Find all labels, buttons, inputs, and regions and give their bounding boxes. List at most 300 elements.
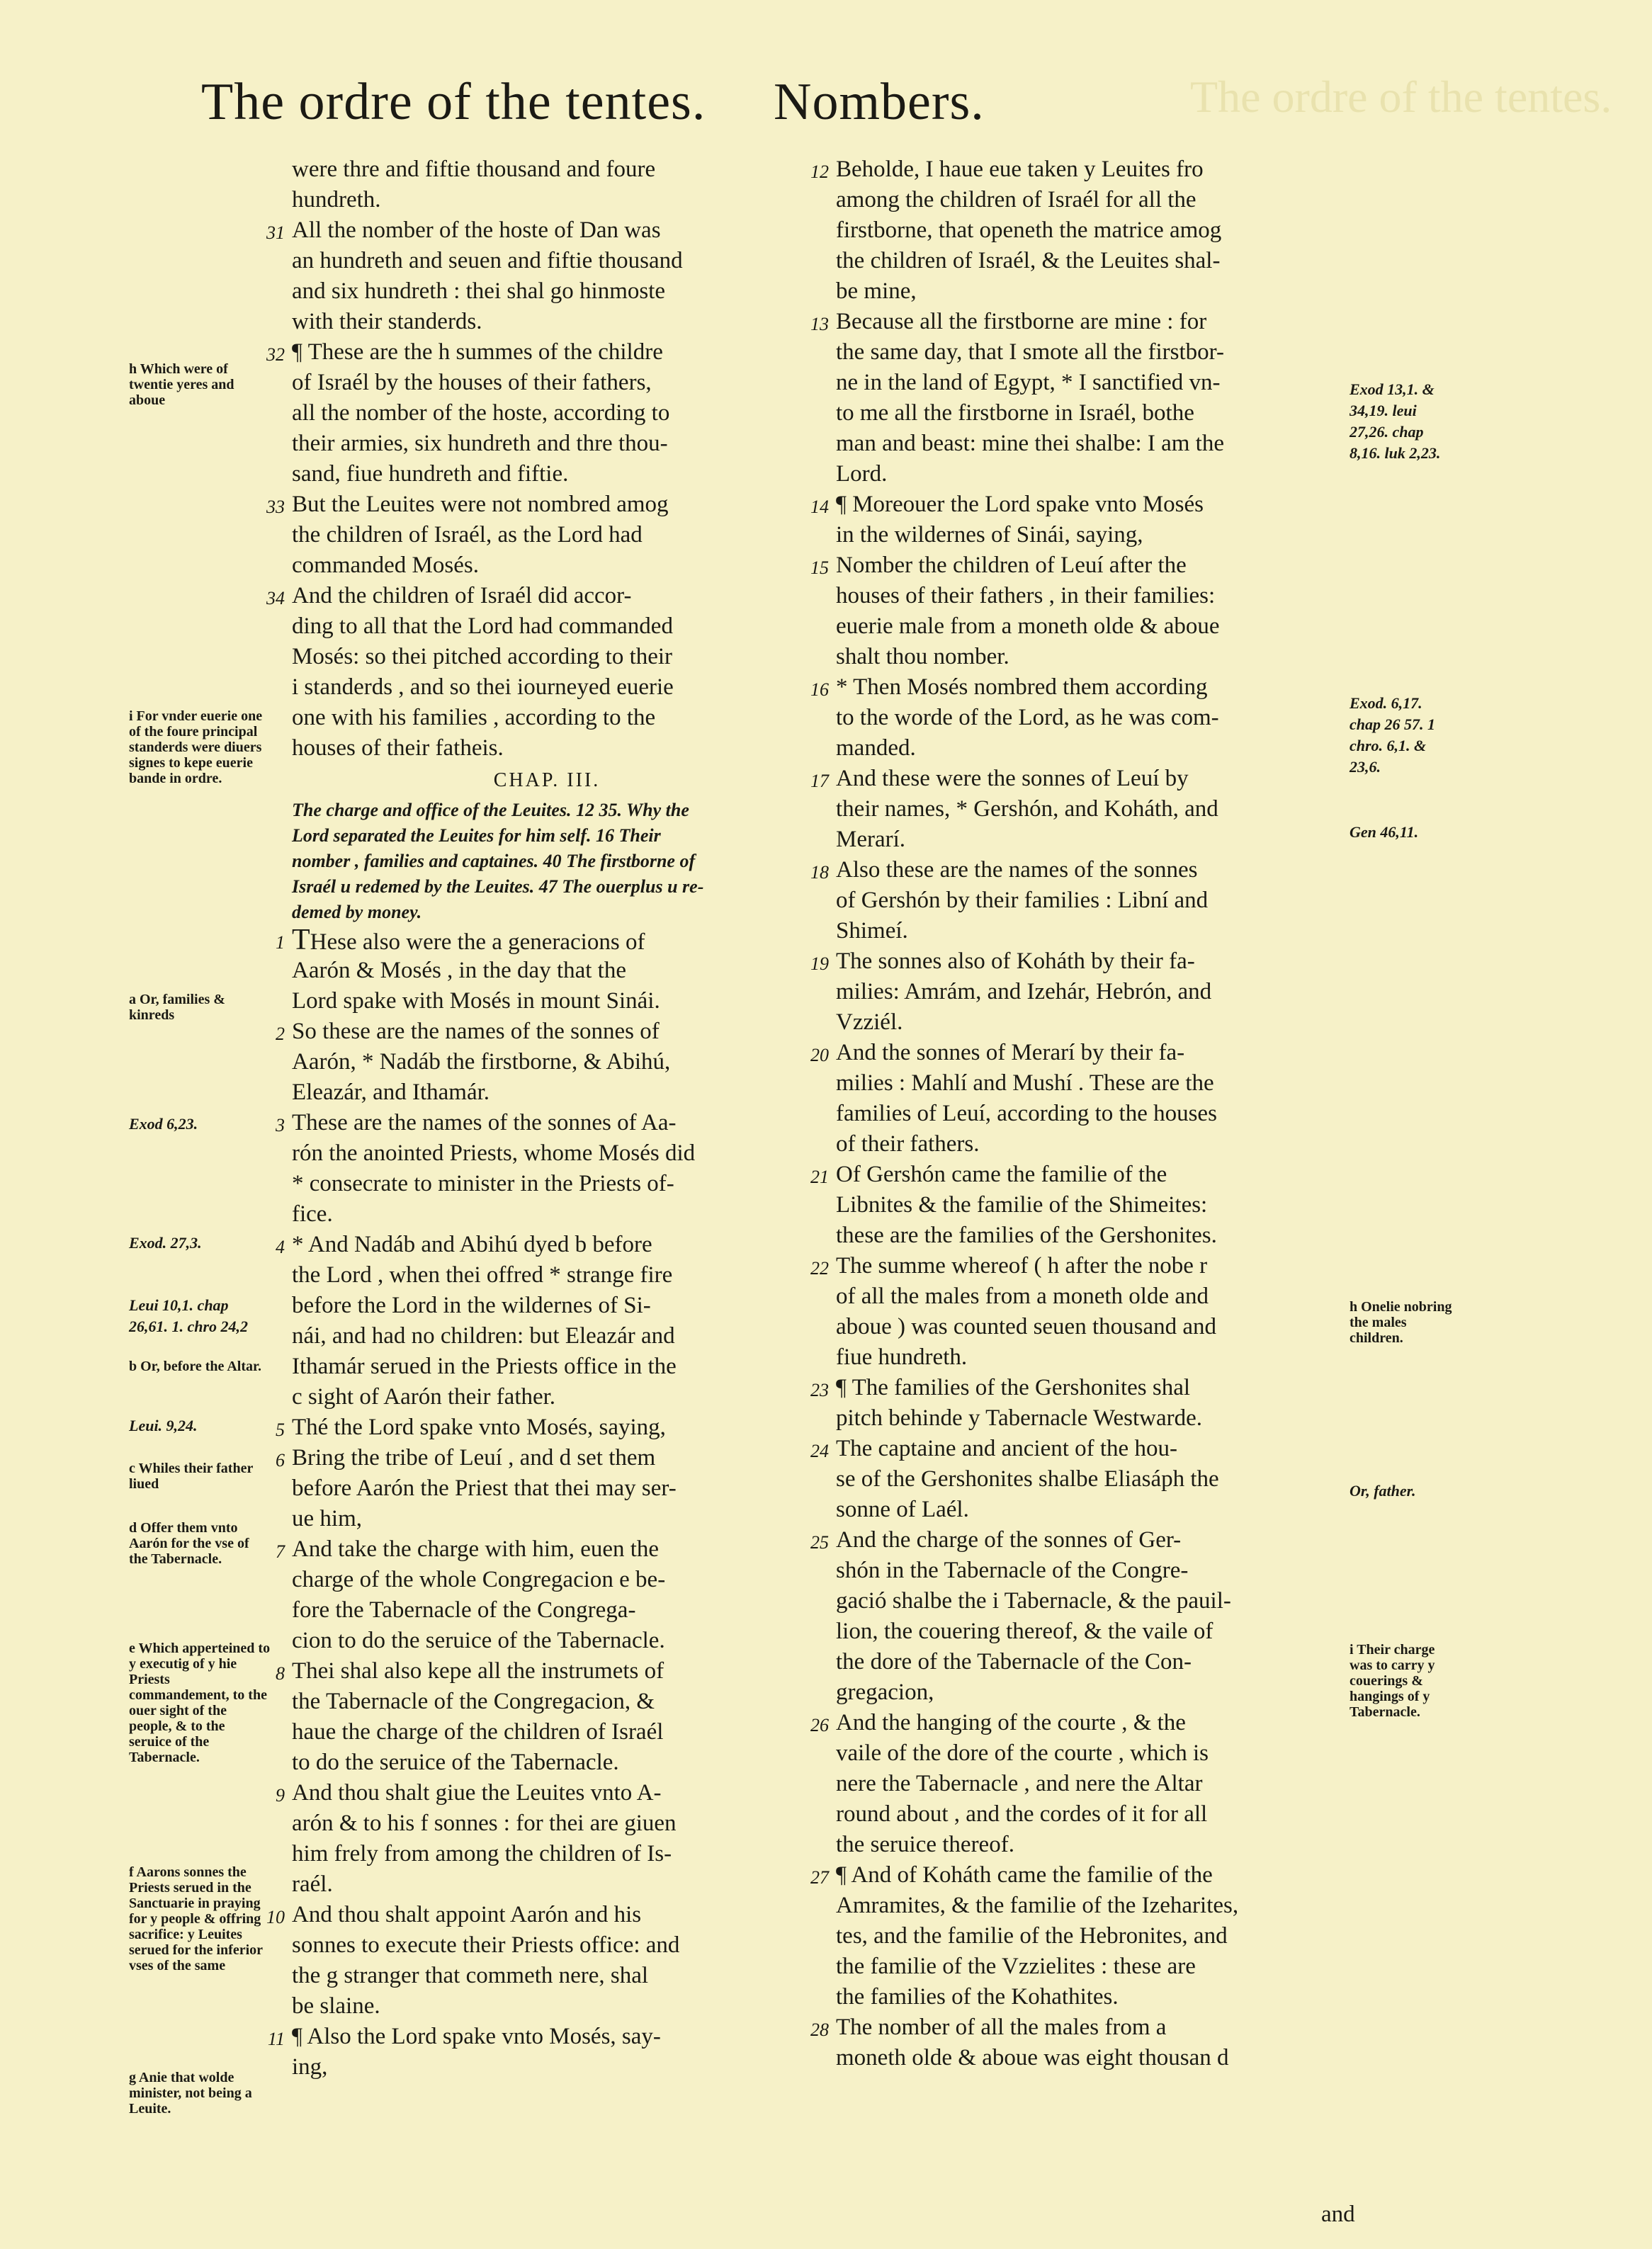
line-text: ding to all that the Lord had commanded — [292, 613, 673, 639]
text-line — [836, 429, 1346, 459]
verse-number: 28 — [810, 2019, 829, 2040]
line-text: shón in the Tabernacle of the Congre- — [836, 1558, 1189, 1583]
line-text: the g stranger that commeth nere, shal — [292, 1963, 649, 1988]
text-line — [266, 215, 802, 246]
line-text: of all the males from a moneth olde and — [836, 1284, 1209, 1309]
line-text: The charge and office of the Leuites. 12 35. Why the — [292, 800, 689, 820]
text-line — [292, 398, 802, 429]
text-line — [292, 1260, 802, 1291]
line-text: All the nomber of the hoste of Dan was — [292, 217, 661, 243]
margin-note-a: a Or, families & kinreds — [129, 992, 225, 1023]
margin-note-c: c Whiles their father liued — [129, 1461, 253, 1492]
line-text: * consecrate to minister in the Priests of- — [292, 1171, 674, 1196]
line-text: gació shalbe the i Tabernacle, & the pauil- — [836, 1588, 1231, 1614]
text-line — [276, 1230, 802, 1260]
text-line — [836, 1799, 1346, 1830]
text-line — [276, 1016, 802, 1047]
line-text: man and beast: mine thei shalbe: I am the — [836, 431, 1224, 456]
text-line — [836, 1190, 1346, 1220]
text-line — [836, 1769, 1346, 1799]
catchword: and — [1321, 2202, 1355, 2227]
text-line — [292, 1291, 802, 1321]
verse-number: 11 — [267, 2029, 285, 2049]
line-text: vaile of the dore of the courte , which is — [836, 1740, 1209, 1766]
text-line — [836, 185, 1346, 215]
text-line — [292, 1808, 802, 1839]
line-text: to me all the firstborne in Israél, bothe — [836, 400, 1194, 426]
line-text: tes, and the familie of the Hebronites, and — [836, 1923, 1228, 1949]
line-text: And thou shalt giue the Leuites vnto A- — [292, 1780, 662, 1806]
running-head-right: Nombers. — [774, 73, 985, 131]
text-line — [810, 1251, 1346, 1281]
verse-number: 3 — [276, 1115, 285, 1135]
line-text: And thou shalt appoint Aarón and his — [292, 1902, 642, 1927]
verse-number: 14 — [810, 497, 829, 517]
line-text: nere the Tabernacle , and nere the Altar — [836, 1771, 1203, 1796]
line-text: euerie male from a moneth olde & aboue — [836, 613, 1220, 639]
text-line — [292, 368, 802, 398]
text-line — [266, 581, 802, 611]
verse-number: 2 — [276, 1024, 285, 1044]
text-line — [836, 916, 1346, 946]
line-text: lion, the couering thereof, & the vaile of — [836, 1619, 1213, 1644]
line-text: the seruice thereof. — [836, 1832, 1014, 1857]
text-line — [836, 1403, 1346, 1434]
margin-note-e: e Which apperteined to y executig of y hie Priests commandement, to the ouer sight of the people, & to the seruice of the Tabernacle. — [129, 1641, 271, 1765]
text-line — [836, 215, 1346, 246]
line-text: moneth olde & aboue was eight thousan d — [836, 2045, 1229, 2070]
line-text: The captaine and ancient of the hou- — [836, 1436, 1177, 1461]
line-text: CHAP. III. — [493, 769, 601, 791]
line-text: the families of the Kohathites. — [836, 1984, 1119, 2010]
line-text: the same day, that I smote all the firstbor- — [836, 339, 1224, 365]
text-line — [810, 550, 1346, 581]
text-line — [292, 1169, 802, 1199]
margin-note-b: b Or, before the Altar. — [129, 1359, 262, 1374]
line-text: i standerds , and so thei iourneyed euerie — [292, 674, 674, 700]
text-line — [276, 1412, 802, 1443]
verse-number: 23 — [810, 1380, 829, 1400]
right-text-column — [810, 154, 1346, 2073]
line-text: and six hundreth : thei shal go hinmoste — [292, 278, 666, 304]
line-text: demed by money. — [292, 902, 422, 922]
text-line — [836, 337, 1346, 368]
line-text: ¶ And of Koháth came the familie of the — [836, 1862, 1213, 1888]
verse-number: 34 — [266, 588, 285, 608]
text-line — [292, 1869, 802, 1900]
line-text: These are the names of the sonnes of Aa- — [292, 1110, 677, 1135]
line-text: rón the anointed Priests, whome Mosés did — [292, 1140, 696, 1166]
text-line — [292, 611, 802, 642]
text-line — [292, 703, 802, 733]
line-text: all the nomber of the hoste, according to — [292, 400, 670, 426]
verse-number: 1 — [276, 932, 285, 953]
margin-note-h: h Which were of twentie yeres and aboue — [129, 361, 234, 408]
text-line — [836, 1982, 1346, 2012]
line-text: these are the families of the Gershonites. — [836, 1223, 1217, 1248]
text-line — [836, 642, 1346, 672]
chapter-summary-line — [292, 798, 802, 823]
text-line — [810, 1160, 1346, 1190]
margin-note-h2: h Onelie nobring the males children. — [1350, 1299, 1452, 1346]
text-line — [836, 368, 1346, 398]
line-text: Shimeí. — [836, 918, 908, 944]
verse-number: 13 — [810, 314, 829, 334]
text-line — [292, 1077, 802, 1108]
line-text: ¶ Also the Lord spake vnto Mosés, say- — [292, 2024, 661, 2049]
text-line — [292, 1626, 802, 1656]
text-line — [810, 946, 1346, 977]
text-line — [836, 1891, 1346, 1921]
text-line — [292, 1199, 802, 1230]
line-text: Ithamár serued in the Priests office in the — [292, 1354, 677, 1379]
text-line — [836, 1647, 1346, 1677]
line-text: Lord. — [836, 461, 888, 487]
verse-number: 7 — [276, 1541, 285, 1562]
line-text: be slaine. — [292, 1993, 380, 2019]
line-text: Beholde, I haue eue taken y Leuites fro — [836, 157, 1204, 182]
line-text: The sonnes also of Koháth by their fa- — [836, 948, 1195, 974]
text-line — [836, 1586, 1346, 1616]
chapter-heading — [292, 764, 802, 798]
text-line — [292, 1687, 802, 1717]
line-text: commanded Mosés. — [292, 553, 479, 578]
line-text: sand, fiue hundreth and fiftie. — [292, 461, 569, 487]
margin-note-i: i For vnder euerie one of the foure principal standerds were diuers signes to kepe euerie bande in ordre. — [129, 708, 263, 786]
chapter-summary-line — [292, 874, 802, 900]
line-text: Amramites, & the familie of the Izeharites, — [836, 1893, 1239, 1918]
text-line — [266, 1900, 802, 1930]
line-text: Eleazár, and Ithamár. — [292, 1080, 490, 1105]
line-text: their names, * Gershón, and Koháth, and — [836, 796, 1218, 822]
text-line — [276, 924, 802, 956]
line-text: ue him, — [292, 1506, 362, 1531]
line-text: the Lord , when thei offred * strange fire — [292, 1262, 673, 1288]
verse-number: 10 — [266, 1907, 285, 1927]
line-text: fice. — [292, 1201, 333, 1227]
line-text: Of Gershón came the familie of the — [836, 1162, 1167, 1187]
line-text: their armies, six hundreth and thre thou- — [292, 431, 668, 456]
text-line — [810, 1525, 1346, 1556]
line-text: round about , and the cordes of it for all — [836, 1801, 1208, 1827]
text-line — [267, 2022, 802, 2052]
line-text: The nomber of all the males from a — [836, 2015, 1167, 2040]
text-line — [836, 1099, 1346, 1129]
text-line — [836, 276, 1346, 307]
text-line — [836, 1342, 1346, 1373]
text-line — [292, 1961, 802, 1991]
text-line — [836, 733, 1346, 764]
text-line — [810, 1708, 1346, 1738]
line-text: And the charge of the sonnes of Ger- — [836, 1527, 1182, 1553]
line-text: ing, — [292, 2054, 328, 2080]
line-text: gregacion, — [836, 1679, 934, 1705]
text-line — [292, 2052, 802, 2083]
text-line — [836, 1921, 1346, 1951]
text-line — [292, 246, 802, 276]
line-text: of Gershón by their families : Libní and — [836, 888, 1209, 913]
text-line — [836, 611, 1346, 642]
line-text: hundreth. — [292, 187, 381, 213]
text-line — [292, 1382, 802, 1412]
line-text: se of the Gershonites shalbe Eliasáph the — [836, 1466, 1219, 1492]
line-text: the children of Israél, & the Leuites shal- — [836, 248, 1221, 273]
margin-note-i2: i Their charge was to carry y couerings & hangings of y Tabernacle. — [1350, 1642, 1435, 1720]
text-line — [276, 1443, 802, 1473]
text-line — [836, 1068, 1346, 1099]
text-line — [276, 1108, 802, 1138]
line-text: shalt thou nomber. — [836, 644, 1009, 669]
text-line — [292, 307, 802, 337]
line-text: before Aarón the Priest that thei may ser- — [292, 1475, 677, 1501]
line-text: fore the Tabernacle of the Congrega- — [292, 1597, 636, 1623]
verse-number: 19 — [810, 953, 829, 974]
text-line — [292, 1473, 802, 1504]
margin-ref-gen-46-11: Gen 46,11. — [1350, 823, 1419, 841]
line-text: an hundreth and seuen and fiftie thousand — [292, 248, 683, 273]
margin-ref-or-father: Or, father. — [1350, 1482, 1416, 1500]
text-line — [810, 154, 1346, 185]
text-line — [266, 489, 802, 520]
line-text: of Israél by the houses of their fathers, — [292, 370, 652, 395]
chapter-summary-line — [292, 823, 802, 849]
margin-ref-leui-10-1: Leui 10,1. chap 26,61. 1. chro 24,2 — [129, 1296, 249, 1335]
line-text: one with his families , according to the — [292, 705, 656, 730]
text-line — [292, 550, 802, 581]
text-line — [836, 520, 1346, 550]
line-text: be mine, — [836, 278, 917, 304]
margin-note-f: f Aarons sonnes the Priests serued in the Sanctuarie in praying for y people & offring sacrifice: y Leuites serued for the inferior vses of the same — [129, 1864, 263, 1973]
line-text: Nomber the children of Leuí after the — [836, 553, 1187, 578]
verse-number: 8 — [276, 1663, 285, 1684]
line-text: Mosés: so thei pitched according to their — [292, 644, 673, 669]
verse-number: 5 — [276, 1420, 285, 1440]
line-text: him frely from among the children of Is- — [292, 1841, 672, 1866]
line-text: in the wildernes of Sinái, saying, — [836, 522, 1143, 548]
line-text: houses of their fathers , in their families: — [836, 583, 1216, 608]
line-text: the Tabernacle of the Congregacion, & — [292, 1689, 655, 1714]
text-line — [836, 1220, 1346, 1251]
text-line — [292, 1321, 802, 1352]
verse-number: 26 — [810, 1715, 829, 1735]
verse-number: 24 — [810, 1441, 829, 1461]
text-line — [836, 581, 1346, 611]
line-text: cion to do the seruice of the Tabernacle. — [292, 1628, 665, 1653]
line-text: houses of their fatheis. — [292, 735, 504, 761]
text-line — [292, 1595, 802, 1626]
text-line — [836, 794, 1346, 825]
line-text: milies: Amrám, and Izehár, Hebrón, and — [836, 979, 1212, 1004]
line-text: nomber , families and captaines. 40 The firstborne of — [292, 851, 696, 871]
line-text: ¶ These are the h summes of the childre — [292, 339, 663, 365]
margin-ref-exod-27-3: Exod. 27,3. — [129, 1234, 202, 1252]
line-text: Libnites & the familie of the Shimeites: — [836, 1192, 1208, 1218]
line-text: Thé the Lord spake vnto Mosés, saying, — [292, 1415, 666, 1440]
verse-number: 27 — [810, 1867, 829, 1888]
line-text: Lord spake with Mosés in mount Sinái. — [292, 988, 660, 1014]
line-text: to do the seruice of the Tabernacle. — [292, 1750, 619, 1775]
line-text: Aarón, * Nadáb the firstborne, & Abihú, — [292, 1049, 671, 1075]
text-line — [292, 1047, 802, 1077]
line-text: And the children of Israél did accor- — [292, 583, 632, 608]
text-line — [836, 825, 1346, 855]
text-line — [836, 1281, 1346, 1312]
text-line — [836, 977, 1346, 1007]
left-text-column — [266, 154, 802, 2083]
text-line — [292, 276, 802, 307]
text-line — [810, 307, 1346, 337]
margin-ref-exod-13-1: Exod 13,1. & 34,19. leui 27,26. chap 8,16. luk 2,23. — [1350, 380, 1441, 462]
line-text: with their standerds. — [292, 309, 482, 334]
verse-number: 31 — [266, 222, 285, 243]
text-line — [276, 1656, 802, 1687]
line-text: Because all the firstborne are mine : for — [836, 309, 1207, 334]
verse-number: 18 — [810, 862, 829, 883]
line-text: * Then Mosés nombred them according — [836, 674, 1208, 700]
text-line — [836, 1312, 1346, 1342]
verse-number: 12 — [810, 162, 829, 182]
text-line — [292, 1747, 802, 1778]
verse-number: 16 — [810, 679, 829, 700]
line-text: nái, and had no children: but Eleazár and — [292, 1323, 675, 1349]
text-line — [810, 1860, 1346, 1891]
verse-number: 25 — [810, 1532, 829, 1553]
line-text: ne in the land of Egypt, * I sanctified vn- — [836, 370, 1221, 395]
text-line — [810, 1434, 1346, 1464]
line-text: Merarí. — [836, 827, 906, 852]
line-text: were thre and fiftie thousand and foure — [292, 157, 656, 182]
line-text: families of Leuí, according to the houses — [836, 1101, 1217, 1126]
text-line — [836, 885, 1346, 916]
chapter-summary-line — [292, 900, 802, 925]
text-line — [836, 703, 1346, 733]
text-line — [292, 520, 802, 550]
margin-ref-exod-6-23: Exod 6,23. — [129, 1115, 198, 1133]
verse-number: 32 — [266, 344, 285, 365]
text-line — [292, 1352, 802, 1382]
text-line — [292, 429, 802, 459]
line-text: Aarón & Mosés , in the day that the — [292, 958, 626, 983]
text-line — [292, 1717, 802, 1747]
line-text: * And Nadáb and Abihú dyed b before — [292, 1232, 652, 1257]
verse-number: 20 — [810, 1045, 829, 1065]
line-text: And the sonnes of Merarí by their fa- — [836, 1040, 1185, 1065]
line-text: milies : Mahlí and Mushí . These are the — [836, 1070, 1214, 1096]
line-text: manded. — [836, 735, 916, 761]
verse-number: 33 — [266, 497, 285, 517]
line-text: ¶ The families of the Gershonites shal — [836, 1375, 1191, 1400]
text-line — [292, 642, 802, 672]
text-line — [292, 1138, 802, 1169]
line-text: firstborne, that openeth the matrice amog — [836, 217, 1222, 243]
text-line — [810, 1373, 1346, 1403]
text-line — [292, 1930, 802, 1961]
text-line — [292, 956, 802, 986]
text-line — [810, 1038, 1346, 1068]
line-text: ¶ Moreouer the Lord spake vnto Mosés — [836, 492, 1204, 517]
text-line — [276, 1778, 802, 1808]
line-text: raél. — [292, 1871, 333, 1897]
line-text: haue the charge of the children of Israél — [292, 1719, 664, 1745]
line-text: arón & to his f sonnes : for thei are giuen — [292, 1811, 677, 1836]
text-line — [292, 185, 802, 215]
line-text: among the children of Israél for all the — [836, 187, 1196, 213]
line-text: charge of the whole Congregacion e be- — [292, 1567, 666, 1592]
text-line — [292, 154, 802, 185]
margin-note-d: d Offer them vnto Aarón for the vse of the Tabernacle. — [129, 1520, 249, 1567]
text-line — [810, 855, 1346, 885]
text-line — [292, 986, 802, 1016]
verse-number: 21 — [810, 1167, 829, 1187]
line-text: the dore of the Tabernacle of the Con- — [836, 1649, 1192, 1675]
line-text: Lord separated the Leuites for him self. 16 Their — [292, 825, 661, 846]
verse-number: 15 — [810, 557, 829, 578]
text-line — [836, 1556, 1346, 1586]
verse-number: 9 — [276, 1785, 285, 1806]
text-line — [292, 459, 802, 489]
line-text: And take the charge with him, euen the — [292, 1536, 660, 1562]
line-text: before the Lord in the wildernes of Si- — [292, 1293, 651, 1318]
text-line — [836, 2043, 1346, 2073]
line-text: sonnes to execute their Priests office: and — [292, 1932, 680, 1958]
text-line — [810, 764, 1346, 794]
text-line — [292, 1504, 802, 1534]
line-text: THese also were the a generacions of — [292, 924, 645, 956]
line-text: the familie of the Vzzielites : these are — [836, 1954, 1196, 1979]
line-text: pitch behinde y Tabernacle Westwarde. — [836, 1405, 1203, 1431]
text-line — [836, 246, 1346, 276]
line-text: aboue ) was counted seuen thousand and — [836, 1314, 1217, 1339]
line-text: Also these are the names of the sonnes — [836, 857, 1198, 883]
margin-ref-exod-6-17: Exod. 6,17. chap 26 57. 1 chro. 6,1. & 23,6. — [1350, 694, 1435, 776]
text-line — [836, 1677, 1346, 1708]
verse-number: 6 — [276, 1450, 285, 1471]
text-line — [292, 1839, 802, 1869]
line-text: fiue hundreth. — [836, 1344, 968, 1370]
margin-note-g: g Anie that wolde minister, not being a Leuite. — [129, 2070, 252, 2117]
bleed-through-header: The ordre of the tentes. — [1190, 72, 1612, 122]
text-line — [836, 1830, 1346, 1860]
text-line — [836, 459, 1346, 489]
line-text: sonne of Laél. — [836, 1497, 969, 1522]
line-text: And the hanging of the courte , & the — [836, 1710, 1186, 1735]
text-line — [810, 672, 1346, 703]
verse-number: 22 — [810, 1258, 829, 1279]
chapter-summary-line — [292, 849, 802, 874]
line-text: The summe whereof ( h after the nobe r — [836, 1253, 1208, 1279]
text-line — [836, 1738, 1346, 1769]
text-line — [810, 2012, 1346, 2043]
line-text: But the Leuites were not nombred amog — [292, 492, 669, 517]
text-line — [292, 1991, 802, 2022]
line-text: to the worde of the Lord, as he was com- — [836, 705, 1219, 730]
text-line — [836, 1007, 1346, 1038]
text-line — [292, 1565, 802, 1595]
margin-ref-leui-9-24: Leui. 9,24. — [129, 1417, 198, 1434]
line-text: And these were the sonnes of Leuí by — [836, 766, 1189, 791]
line-text: Bring the tribe of Leuí , and d set them — [292, 1445, 656, 1471]
text-line — [276, 1534, 802, 1565]
verse-number: 4 — [276, 1237, 285, 1257]
text-line — [292, 672, 802, 703]
line-text: Thei shal also kepe all the instrumets of — [292, 1658, 664, 1684]
text-line — [836, 1616, 1346, 1647]
line-text: Israél u redemed by the Leuites. 47 The ouerplus u re- — [292, 876, 704, 897]
verse-number: 17 — [810, 771, 829, 791]
text-line — [836, 1495, 1346, 1525]
text-line — [836, 1129, 1346, 1160]
line-text: So these are the names of the sonnes of — [292, 1019, 660, 1044]
